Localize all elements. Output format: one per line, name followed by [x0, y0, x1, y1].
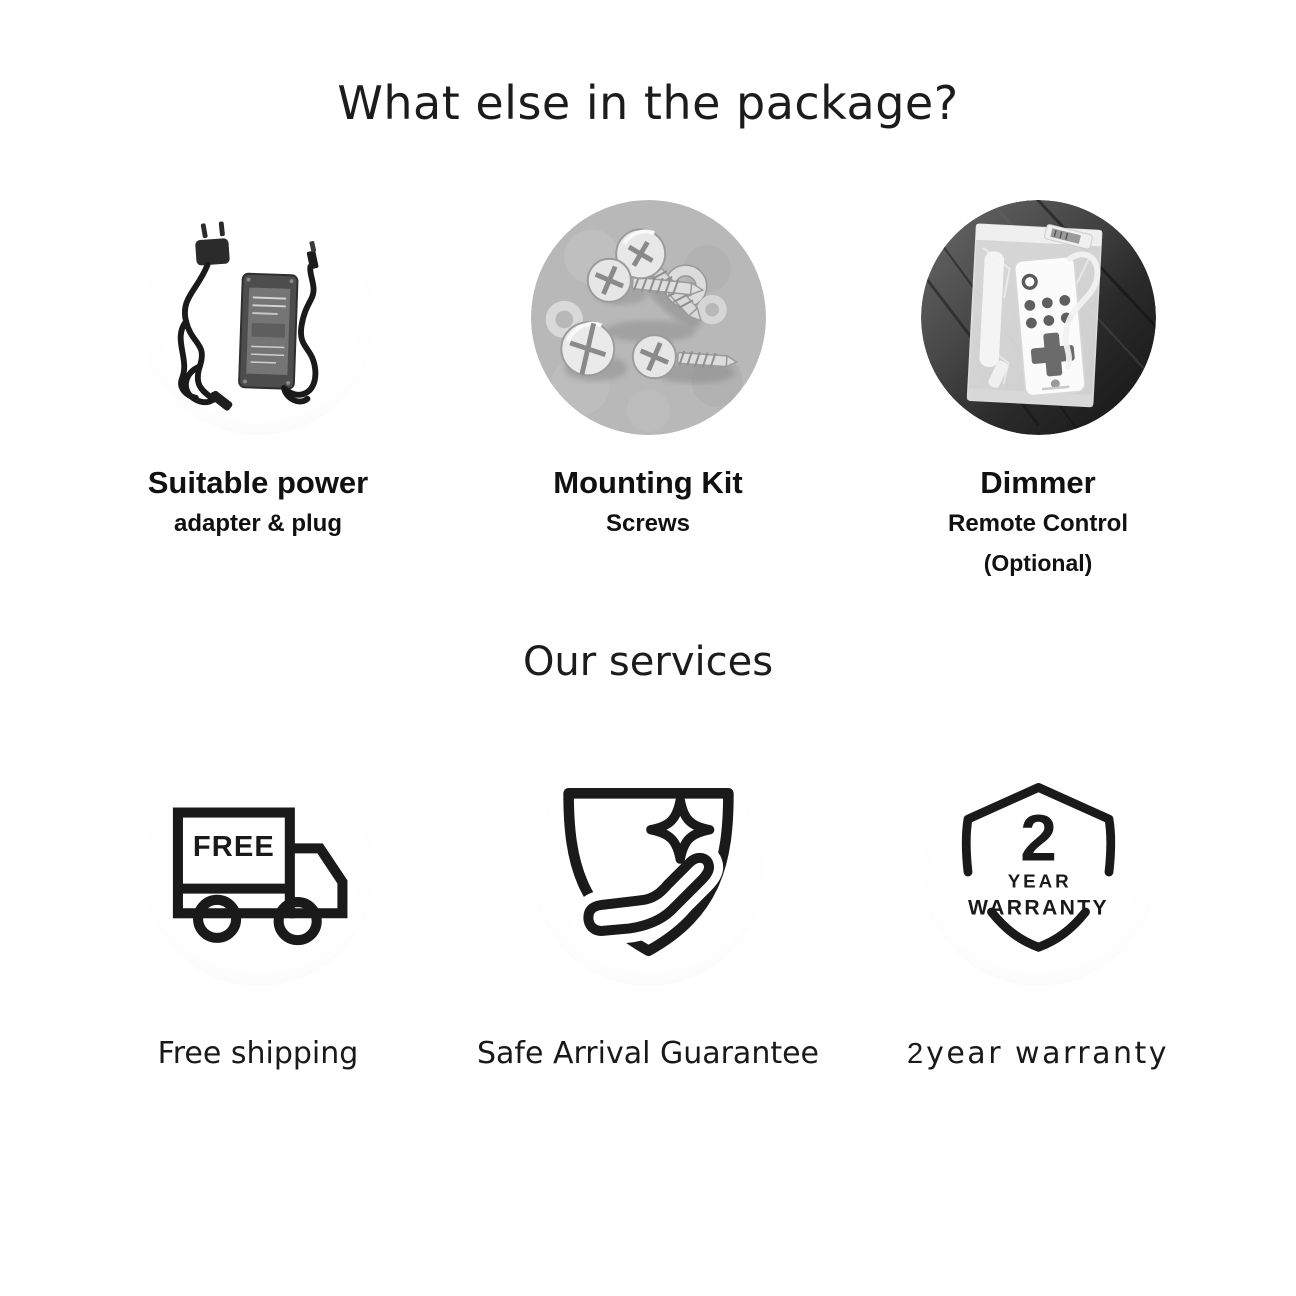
mounting-screws-photo: [531, 200, 766, 435]
package-item-title: Suitable power: [147, 465, 369, 500]
free-text: FREE: [192, 831, 275, 864]
warranty-number: 2: [1019, 800, 1057, 875]
free-shipping-badge: [141, 751, 376, 986]
power-adapter-photo: [141, 200, 376, 435]
package-item-title: Dimmer: [980, 465, 1096, 500]
free-shipping-truck-icon: [141, 751, 376, 986]
safe-arrival-badge: [531, 751, 766, 986]
warranty-warranty-text: WARRANTY: [967, 896, 1109, 920]
warranty-year-text: YEAR: [1007, 870, 1072, 892]
service-label: Free shipping: [157, 1036, 359, 1071]
warranty-badge: [921, 751, 1156, 986]
package-item-subtitle: Screws: [605, 510, 691, 537]
dimmer-remote-image: [921, 200, 1156, 435]
dimmer-remote-photo: [921, 200, 1156, 435]
warranty-label-text: year warranty: [926, 1036, 1170, 1071]
package-item-note: (Optional): [983, 550, 1093, 576]
warranty-shield-icon: [921, 751, 1156, 986]
service-item-safe-arrival: [453, 751, 843, 1071]
power-adapter-image: [141, 200, 376, 435]
package-item-mounting-kit: [453, 200, 843, 577]
warranty-label-number: 2: [906, 1038, 924, 1070]
service-label: [907, 1036, 1169, 1071]
service-item-free-shipping: [63, 751, 453, 1071]
package-item-power-adapter: [63, 200, 453, 577]
service-label: Safe Arrival Guarantee: [476, 1036, 820, 1071]
services-row: [0, 751, 1296, 1071]
package-item-dimmer: [843, 200, 1233, 577]
services-title: Our services: [522, 639, 774, 685]
package-item-title: Mounting Kit: [553, 465, 743, 500]
package-item-subtitle: adapter & plug: [173, 510, 342, 537]
safe-arrival-shield-icon: [531, 751, 766, 986]
service-item-warranty: [843, 751, 1233, 1071]
package-items-row: [0, 200, 1296, 577]
mounting-screws-image: [531, 200, 766, 435]
page-title: What else in the package?: [337, 76, 959, 130]
package-item-subtitle: Remote Control: [948, 510, 1128, 537]
